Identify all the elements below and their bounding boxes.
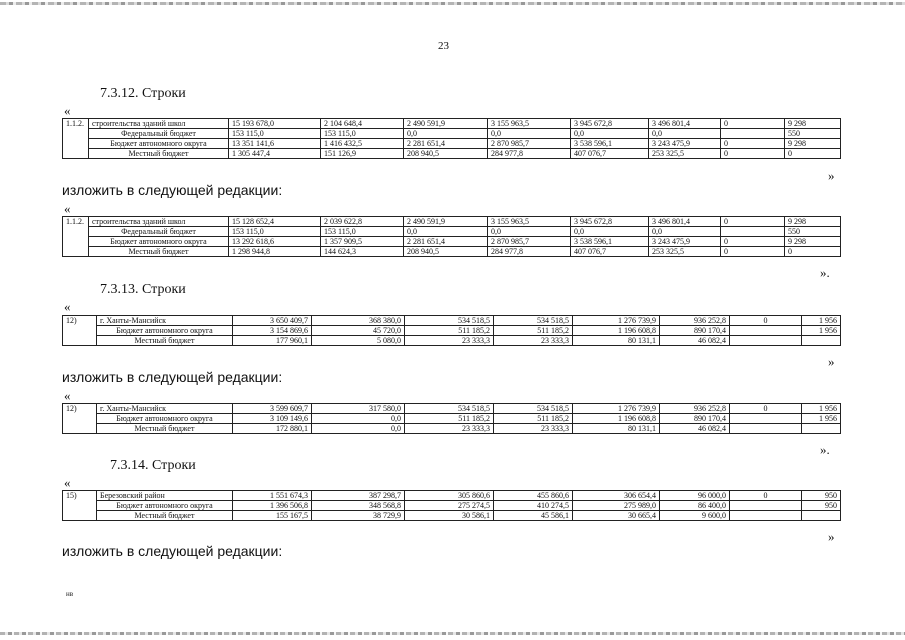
value-cell: 38 729,9	[312, 511, 405, 521]
value-cell: 387 298,7	[312, 491, 405, 501]
value-cell: 511 185,2	[405, 414, 494, 424]
value-cell: 306 654,4	[573, 491, 660, 501]
value-cell: 1 551 674,3	[233, 491, 312, 501]
budget-table-new	[62, 403, 841, 434]
row-label-cell: Федеральный бюджет	[89, 129, 229, 139]
table-row	[63, 227, 841, 237]
value-cell: 30 665,4	[573, 511, 660, 521]
value-cell: 890 170,4	[660, 326, 730, 336]
value-cell: 3 154 869,6	[233, 326, 312, 336]
row-label-cell: Местный бюджет	[97, 424, 233, 434]
value-cell: 511 185,2	[494, 414, 573, 424]
value-cell: 0	[730, 491, 802, 501]
table-row	[63, 139, 841, 149]
row-label-cell: строительства зданий школ	[89, 217, 229, 227]
value-cell: 1 196 608,8	[573, 326, 660, 336]
page-number: 23	[438, 40, 449, 52]
section-heading: 7.3.13. Строки	[100, 282, 186, 297]
row-label-cell: Местный бюджет	[89, 247, 229, 257]
table-row	[63, 326, 841, 336]
value-cell: 317 580,0	[312, 404, 405, 414]
value-cell: 253 325,5	[649, 247, 721, 257]
close-quote: »	[828, 168, 835, 183]
value-cell	[802, 336, 841, 346]
value-cell: 153 115,0	[229, 227, 321, 237]
value-cell: 455 860,6	[494, 491, 573, 501]
value-cell: 890 170,4	[660, 414, 730, 424]
value-cell: 511 185,2	[405, 326, 494, 336]
value-cell: 275 989,0	[573, 501, 660, 511]
value-cell: 5 080,0	[312, 336, 405, 346]
value-cell: 80 131,1	[573, 336, 660, 346]
value-cell: 45 586,1	[494, 511, 573, 521]
open-quote: «	[64, 388, 71, 403]
value-cell: 3 243 475,9	[649, 237, 721, 247]
value-cell: 550	[785, 227, 841, 237]
table-row	[63, 404, 841, 414]
value-cell: 0	[785, 149, 841, 159]
value-cell: 2 281 651,4	[404, 139, 488, 149]
value-cell: 3 496 801,4	[649, 119, 721, 129]
value-cell: 0,0	[312, 414, 405, 424]
value-cell: 153 115,0	[321, 227, 404, 237]
value-cell: 534 518,5	[405, 404, 494, 414]
value-cell: 1 956	[802, 326, 841, 336]
value-cell: 1 956	[802, 404, 841, 414]
value-cell: 1 276 739,9	[573, 404, 660, 414]
value-cell: 86 400,0	[660, 501, 730, 511]
value-cell: 3 650 409,7	[233, 316, 312, 326]
open-quote: «	[64, 475, 71, 490]
value-cell: 0,0	[649, 129, 721, 139]
row-number-cell: 15)	[63, 491, 97, 521]
value-cell: 534 518,5	[405, 316, 494, 326]
value-cell: 208 940,5	[404, 149, 488, 159]
value-cell: 9 298	[785, 217, 841, 227]
table-row	[63, 511, 841, 521]
value-cell: 23 333,3	[405, 424, 494, 434]
value-cell: 0,0	[488, 227, 571, 237]
value-cell: 0,0	[649, 227, 721, 237]
value-cell: 2 490 591,9	[404, 217, 488, 227]
value-cell: 0	[721, 139, 785, 149]
scan-artifact-top	[0, 2, 905, 5]
value-cell: 253 325,5	[649, 149, 721, 159]
value-cell: 3 945 672,8	[571, 119, 649, 129]
value-cell: 534 518,5	[494, 404, 573, 414]
value-cell: 3 945 672,8	[571, 217, 649, 227]
value-cell: 3 538 596,1	[571, 139, 649, 149]
value-cell: 2 870 985,7	[488, 237, 571, 247]
table-row	[63, 119, 841, 129]
value-cell: 0	[721, 247, 785, 257]
value-cell: 177 960,1	[233, 336, 312, 346]
value-cell: 9 298	[785, 119, 841, 129]
row-label-cell: Федеральный бюджет	[89, 227, 229, 237]
value-cell: 13 292 618,6	[229, 237, 321, 247]
row-number-cell: 12)	[63, 404, 97, 434]
table-row	[63, 217, 841, 227]
value-cell: 23 333,3	[494, 424, 573, 434]
value-cell: 1 276 739,9	[573, 316, 660, 326]
table-row	[63, 247, 841, 257]
value-cell: 172 880,1	[233, 424, 312, 434]
value-cell: 1 305 447,4	[229, 149, 321, 159]
value-cell: 1 956	[802, 316, 841, 326]
value-cell: 2 490 591,9	[404, 119, 488, 129]
value-cell: 0,0	[488, 129, 571, 139]
row-label-cell: строительства зданий школ	[89, 119, 229, 129]
row-label-cell: Бюджет автономного округа	[89, 139, 229, 149]
value-cell: 46 082,4	[660, 336, 730, 346]
value-cell	[721, 227, 785, 237]
value-cell: 3 109 149,6	[233, 414, 312, 424]
value-cell: 0,0	[571, 129, 649, 139]
value-cell: 936 252,8	[660, 316, 730, 326]
redaction-text: изложить в следующей редакции:	[62, 182, 283, 198]
close-quote: »	[828, 354, 835, 369]
value-cell: 9 298	[785, 139, 841, 149]
value-cell: 0	[730, 404, 802, 414]
value-cell: 3 496 801,4	[649, 217, 721, 227]
value-cell	[730, 326, 802, 336]
value-cell	[730, 511, 802, 521]
value-cell: 3 243 475,9	[649, 139, 721, 149]
table-row	[63, 336, 841, 346]
value-cell: 2 281 651,4	[404, 237, 488, 247]
value-cell: 0,0	[312, 424, 405, 434]
table-row	[63, 149, 841, 159]
value-cell	[721, 129, 785, 139]
value-cell: 0	[721, 237, 785, 247]
value-cell: 0	[785, 247, 841, 257]
value-cell: 410 274,5	[494, 501, 573, 511]
row-number-cell: 1.1.2.	[63, 217, 89, 257]
row-label-cell: г. Ханты-Мансийск	[97, 316, 233, 326]
budget-table-old	[62, 315, 841, 346]
open-quote: «	[64, 103, 71, 118]
value-cell: 0	[721, 119, 785, 129]
open-quote: «	[64, 299, 71, 314]
value-cell: 1 416 432,5	[321, 139, 404, 149]
row-label-cell: г. Ханты-Мансийск	[97, 404, 233, 414]
budget-table-old	[62, 490, 841, 521]
value-cell	[730, 501, 802, 511]
value-cell: 0	[730, 316, 802, 326]
value-cell: 534 518,5	[494, 316, 573, 326]
value-cell: 15 128 652,4	[229, 217, 321, 227]
row-label-cell: Бюджет автономного округа	[97, 414, 233, 424]
row-number-cell: 1.1.2.	[63, 119, 89, 159]
value-cell: 155 167,5	[233, 511, 312, 521]
value-cell: 368 380,0	[312, 316, 405, 326]
value-cell: 0	[721, 217, 785, 227]
open-quote: «	[64, 201, 71, 216]
value-cell: 9 298	[785, 237, 841, 247]
row-label-cell: Бюджет автономного округа	[97, 501, 233, 511]
value-cell: 80 131,1	[573, 424, 660, 434]
value-cell: 2 870 985,7	[488, 139, 571, 149]
value-cell: 151 126,9	[321, 149, 404, 159]
value-cell: 0,0	[404, 227, 488, 237]
value-cell: 2 104 648,4	[321, 119, 404, 129]
value-cell: 305 860,6	[405, 491, 494, 501]
value-cell: 936 252,8	[660, 404, 730, 414]
value-cell: 2 039 622,8	[321, 217, 404, 227]
value-cell: 1 196 608,8	[573, 414, 660, 424]
value-cell	[730, 424, 802, 434]
value-cell: 208 940,5	[404, 247, 488, 257]
value-cell: 3 538 596,1	[571, 237, 649, 247]
value-cell	[730, 336, 802, 346]
value-cell: 407 076,7	[571, 247, 649, 257]
section-heading: 7.3.14. Строки	[110, 458, 196, 473]
budget-table-old	[62, 118, 841, 159]
value-cell: 0,0	[404, 129, 488, 139]
close-quote: ».	[820, 265, 830, 280]
value-cell: 30 586,1	[405, 511, 494, 521]
value-cell: 550	[785, 129, 841, 139]
value-cell: 0,0	[571, 227, 649, 237]
redaction-text: изложить в следующей редакции:	[62, 369, 283, 385]
value-cell: 23 333,3	[405, 336, 494, 346]
value-cell: 511 185,2	[494, 326, 573, 336]
value-cell: 275 274,5	[405, 501, 494, 511]
value-cell: 284 977,8	[488, 247, 571, 257]
value-cell: 153 115,0	[229, 129, 321, 139]
value-cell: 96 000,0	[660, 491, 730, 501]
value-cell	[802, 424, 841, 434]
table-row	[63, 129, 841, 139]
value-cell: 1 298 944,8	[229, 247, 321, 257]
value-cell: 13 351 141,6	[229, 139, 321, 149]
value-cell: 1 396 506,8	[233, 501, 312, 511]
table-row	[63, 501, 841, 511]
value-cell: 348 568,8	[312, 501, 405, 511]
close-quote: »	[828, 529, 835, 544]
row-label-cell: Березовский район	[97, 491, 233, 501]
row-label-cell: Бюджет автономного округа	[89, 237, 229, 247]
table-row	[63, 316, 841, 326]
value-cell: 23 333,3	[494, 336, 573, 346]
footer-note: нв	[66, 590, 74, 598]
value-cell: 46 082,4	[660, 424, 730, 434]
scan-artifact-bottom	[0, 632, 905, 635]
close-quote: ».	[820, 442, 830, 457]
row-label-cell: Местный бюджет	[97, 336, 233, 346]
value-cell: 284 977,8	[488, 149, 571, 159]
value-cell: 9 600,0	[660, 511, 730, 521]
value-cell: 3 599 609,7	[233, 404, 312, 414]
value-cell: 950	[802, 501, 841, 511]
value-cell: 407 076,7	[571, 149, 649, 159]
section-heading: 7.3.12. Строки	[100, 86, 186, 101]
value-cell	[730, 414, 802, 424]
redaction-text: изложить в следующей редакции:	[62, 543, 283, 559]
row-label-cell: Местный бюджет	[89, 149, 229, 159]
value-cell: 3 155 963,5	[488, 217, 571, 227]
value-cell	[802, 511, 841, 521]
value-cell: 950	[802, 491, 841, 501]
value-cell: 153 115,0	[321, 129, 404, 139]
table-row	[63, 414, 841, 424]
value-cell: 1 956	[802, 414, 841, 424]
value-cell: 45 720,0	[312, 326, 405, 336]
row-number-cell: 12)	[63, 316, 97, 346]
table-row	[63, 424, 841, 434]
row-label-cell: Местный бюджет	[97, 511, 233, 521]
table-row	[63, 491, 841, 501]
value-cell: 144 624,3	[321, 247, 404, 257]
table-row	[63, 237, 841, 247]
budget-table-new	[62, 216, 841, 257]
value-cell: 3 155 963,5	[488, 119, 571, 129]
row-label-cell: Бюджет автономного округа	[97, 326, 233, 336]
value-cell: 1 357 909,5	[321, 237, 404, 247]
value-cell: 15 193 678,0	[229, 119, 321, 129]
value-cell: 0	[721, 149, 785, 159]
